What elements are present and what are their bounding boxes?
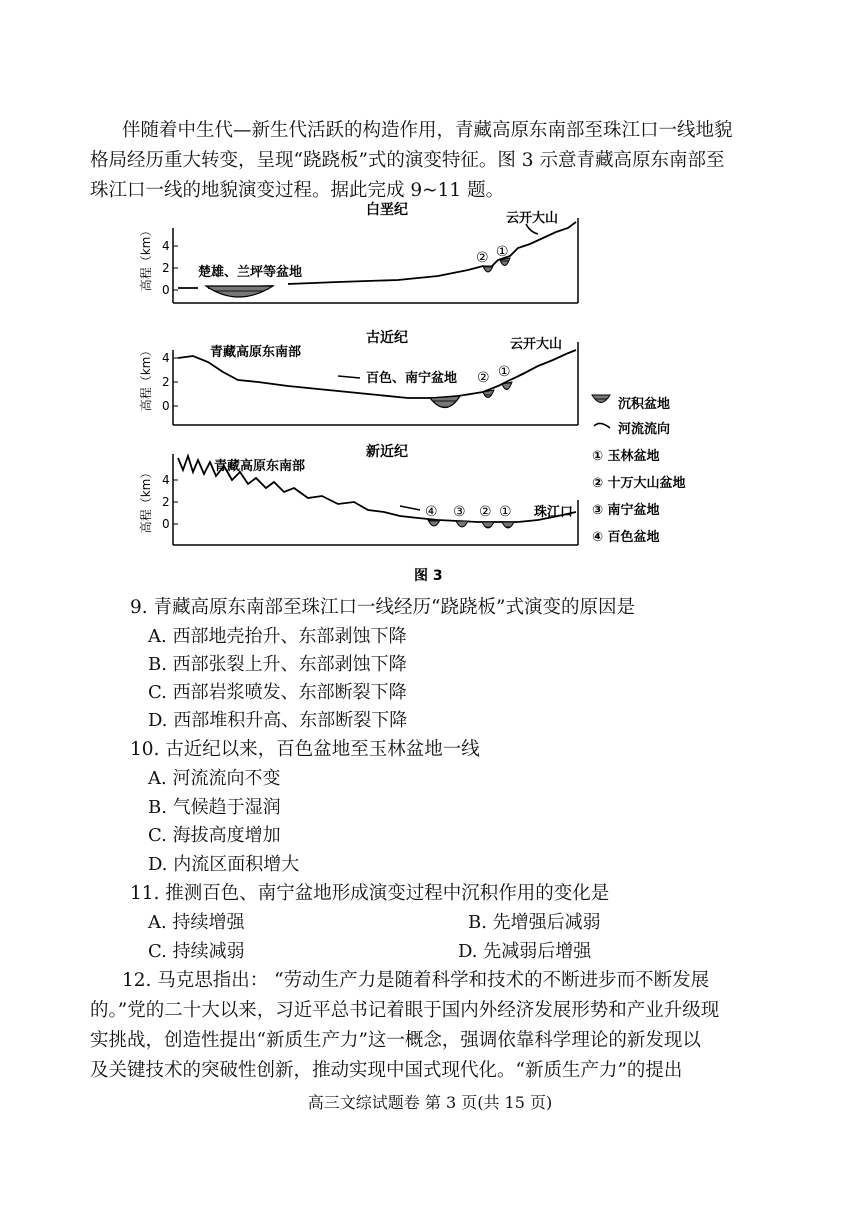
legend-item-2: ② 十万大山盆地 xyxy=(592,476,686,491)
q12-line-4: 及关键技术的突破性创新，推动实现中国式现代化。“新质生产力”的提出 xyxy=(90,1060,683,1081)
basin-4 xyxy=(428,520,440,526)
q11-option-b: B. 先增强后减弱 xyxy=(468,912,601,933)
y-axis-label: 高程（km） xyxy=(139,466,153,534)
circle-label-3: ③ xyxy=(453,504,466,520)
circle-label-4: ④ xyxy=(425,504,438,520)
mountain-label: 云开大山 xyxy=(506,211,559,226)
basin-2 xyxy=(483,266,493,272)
q9-option-c: C. 西部岩浆喷发、东部断裂下降 xyxy=(148,682,407,703)
q11-stem: 11. 推测百色、南宁盆地形成演变过程中沉积作用的变化是 xyxy=(130,883,610,904)
legend-basin: 沉积盆地 xyxy=(618,397,671,412)
page-footer: 高三文综试题卷 第 3 页(共 15 页) xyxy=(307,1093,553,1112)
circle-label-1: ① xyxy=(499,504,512,520)
q9-option-a: A. 西部地壳抬升、东部剥蚀下降 xyxy=(148,626,407,647)
q11-option-d: D. 先减弱后增强 xyxy=(458,941,592,962)
legend-river-symbol xyxy=(594,423,610,428)
basin-label: 楚雄、兰坪等盆地 xyxy=(198,265,303,280)
intro-line-1: 伴随着中生代—新生代活跃的构造作用，青藏高原东南部至珠江口一线地貌 xyxy=(122,120,733,141)
circle-label-1: ① xyxy=(498,364,511,380)
circle-label-2: ② xyxy=(479,504,492,520)
q9-option-b: B. 西部张裂上升、东部剥蚀下降 xyxy=(148,654,407,675)
legend-item-3: ③ 南宁盆地 xyxy=(592,503,660,518)
panel-paleogene xyxy=(138,329,578,425)
y-tick-label: 4 xyxy=(162,473,170,487)
basin-3 xyxy=(456,521,468,527)
y-tick-label: 0 xyxy=(162,283,170,297)
intro-line-2: 格局经历重大转变，呈现“跷跷板”式的演变特征。图 3 示意青藏高原东南部至 xyxy=(90,150,725,171)
panel-title: 白垩纪 xyxy=(366,202,408,218)
y-tick-label: 0 xyxy=(162,517,170,531)
q10-option-a: A. 河流流向不变 xyxy=(148,768,281,789)
plateau-label: 青藏高原东南部 xyxy=(210,345,302,360)
estuary-label: 珠江口 xyxy=(534,505,574,520)
panel-neogene xyxy=(138,443,578,545)
mountain-label: 云开大山 xyxy=(510,337,563,352)
y-tick-label: 2 xyxy=(162,495,170,509)
panel-cretaceous xyxy=(138,201,578,303)
y-tick-label: 4 xyxy=(162,351,170,365)
legend-basin-symbol xyxy=(592,395,610,403)
figure-caption: 图 3 xyxy=(414,568,443,584)
basin-2 xyxy=(482,522,494,528)
legend-river: 河流流向 xyxy=(618,422,671,437)
q9-option-d: D. 西部堆积升高、东部断裂下降 xyxy=(148,710,408,731)
sedimentary-basin xyxy=(430,396,460,408)
q10-option-c: C. 海拔高度增加 xyxy=(148,825,281,846)
legend-item-1: ① 玉林盆地 xyxy=(592,449,660,464)
q10-option-b: B. 气候趋于湿润 xyxy=(148,797,281,818)
q11-option-c: C. 持续减弱 xyxy=(148,941,245,962)
q12-line-1: 12. 马克思指出： “劳动生产力是随着科学和技术的不断进步而不断发展 xyxy=(122,970,710,991)
legend-item-4: ④ 百色盆地 xyxy=(592,530,660,545)
circle-label-2: ② xyxy=(476,250,489,266)
y-tick-label: 4 xyxy=(162,239,170,253)
y-tick-label: 2 xyxy=(162,261,170,275)
q11-option-a: A. 持续增强 xyxy=(148,912,245,933)
basin-label: 百色、南宁盆地 xyxy=(366,371,458,386)
q12-line-3: 实挑战，创造性提出“新质生产力”这一概念，强调依靠科学理论的新发现以 xyxy=(90,1030,701,1051)
q9-stem: 9. 青藏高原东南部至珠江口一线经历“跷跷板”式演变的原因是 xyxy=(130,597,635,618)
y-axis-label: 高程（km） xyxy=(139,224,153,292)
y-axis-label: 高程（km） xyxy=(139,344,153,412)
q10-option-d: D. 内流区面积增大 xyxy=(148,854,300,875)
circle-label-1: ① xyxy=(496,244,509,260)
q10-stem: 10. 古近纪以来，百色盆地至玉林盆地一线 xyxy=(130,739,480,760)
y-tick-label: 0 xyxy=(162,399,170,413)
intro-line-3: 珠江口一线的地貌演变过程。据此完成 9~11 题。 xyxy=(90,180,505,201)
panel-title: 古近纪 xyxy=(366,330,408,346)
panel-title: 新近纪 xyxy=(366,444,408,460)
sedimentary-basin xyxy=(206,286,273,297)
plateau-label: 青藏高原东南部 xyxy=(214,459,306,474)
basin-1 xyxy=(502,522,514,528)
q12-line-2: 的。”党的二十大以来，习近平总书记着眼于国内外经济发展形势和产业升级现 xyxy=(90,1000,720,1021)
y-tick-label: 2 xyxy=(162,375,170,389)
landform-evolution-figure xyxy=(138,198,708,588)
circle-label-2: ② xyxy=(477,370,490,386)
legend xyxy=(592,395,686,545)
